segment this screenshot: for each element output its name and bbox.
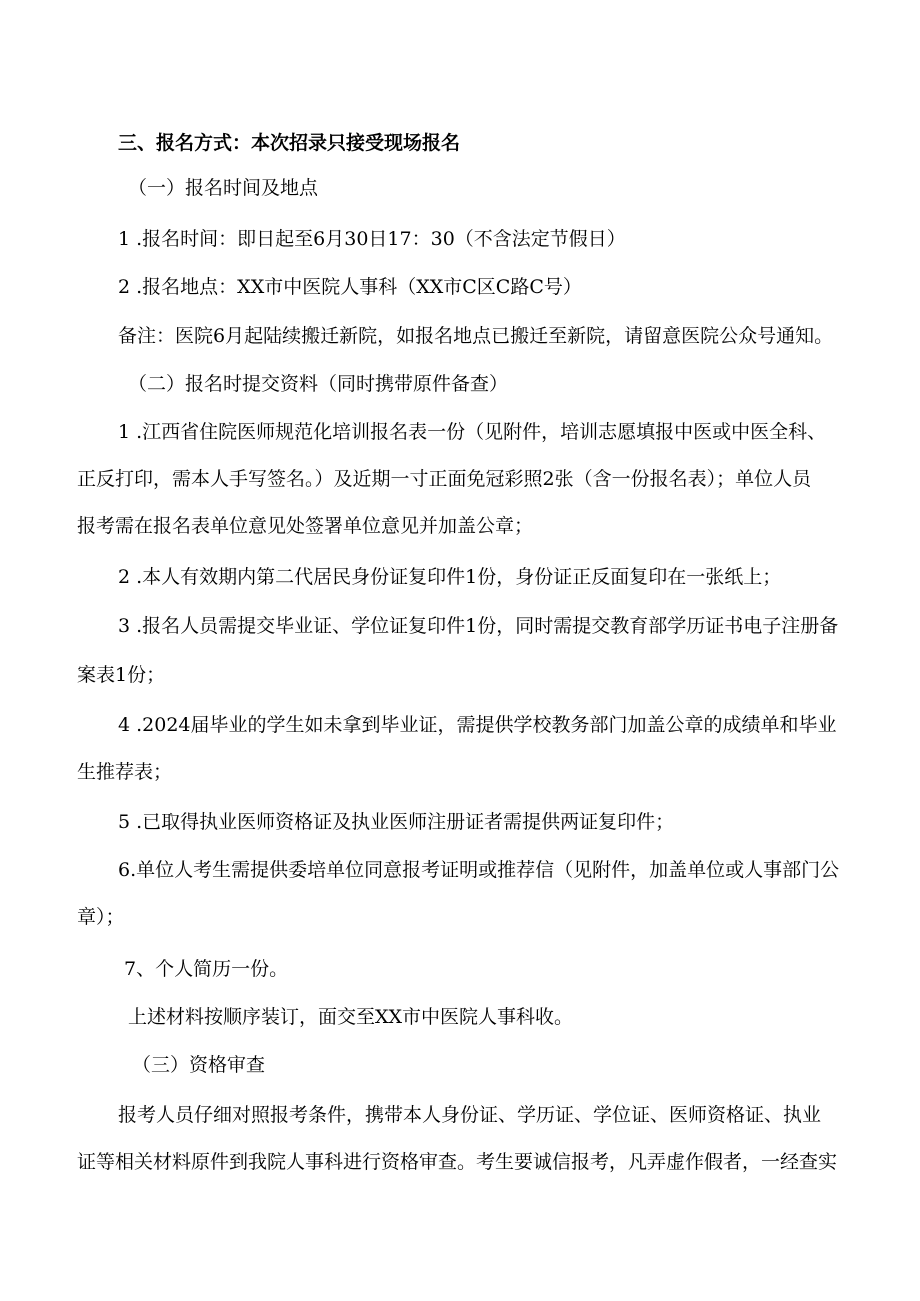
material-item-3-line-1: 3 .报名人员需提交毕业证、学位证复印件1份，同时需提交教育部学历证书电子注册备 — [118, 615, 839, 637]
material-item-6-line-2: 章）； — [77, 906, 125, 928]
registration-location: 2 .报名地点：XX市中医院人事科（XX市C区C路C号） — [118, 276, 582, 298]
subsection-heading-time-place: （一）报名时间及地点 — [128, 177, 319, 199]
relocation-note: 备注：医院6月起陆续搬迁新院，如报名地点已搬迁至新院，请留意医院公众号通知。 — [118, 325, 834, 347]
qualification-paragraph-line-1: 报考人员仔细对照报考条件，携带本人身份证、学历证、学位证、医师资格证、执业 — [118, 1104, 822, 1126]
material-item-1-line-2: 正反打印，需本人手写签名。）及近期一寸正面免冠彩照2张（含一份报名表）；单位人员 — [77, 468, 812, 490]
material-item-4-line-1: 4 .2024届毕业的学生如未拿到毕业证，需提供学校教务部门加盖公章的成绩单和毕业 — [118, 714, 837, 736]
material-item-1-line-1: 1 .江西省住院医师规范化培训报名表一份（见附件，培训志愿填报中医或中医全科、 — [118, 421, 827, 443]
section-heading: 三、报名方式：本次招录只接受现场报名 — [118, 132, 461, 154]
material-item-3-line-2: 案表1份； — [77, 664, 166, 686]
material-item-7: 7、个人简历一份。 — [124, 958, 289, 980]
material-item-5: 5 .已取得执业医师资格证及执业医师注册证者需提供两证复印件； — [118, 811, 675, 833]
subsection-heading-materials: （二）报名时提交资料（同时携带原件备查） — [128, 373, 509, 395]
material-item-6-line-1: 6.单位人考生需提供委培单位同意报考证明或推荐信（见附件，加盖单位或人事部门公 — [118, 859, 840, 881]
material-item-4-line-2: 生推荐表； — [77, 761, 173, 783]
subsection-heading-qualification: （三）资格审查 — [132, 1054, 266, 1076]
material-item-1-line-3: 报考需在报名表单位意见处签署单位意见并加盖公章； — [77, 515, 534, 537]
material-item-2: 2 .本人有效期内第二代居民身份证复印件1份，身份证正反面复印在一张纸上； — [118, 566, 782, 588]
materials-closing-note: 上述材料按顺序装订，面交至XX市中医院人事科收。 — [128, 1006, 574, 1028]
qualification-paragraph-line-2: 证等相关材料原件到我院人事科进行资格审查。考生要诚信报考，凡弄虚作假者，一经查实 — [77, 1151, 838, 1173]
registration-time: 1 .报名时间：即日起至6月30日17：30（不含法定节假日） — [118, 228, 626, 250]
